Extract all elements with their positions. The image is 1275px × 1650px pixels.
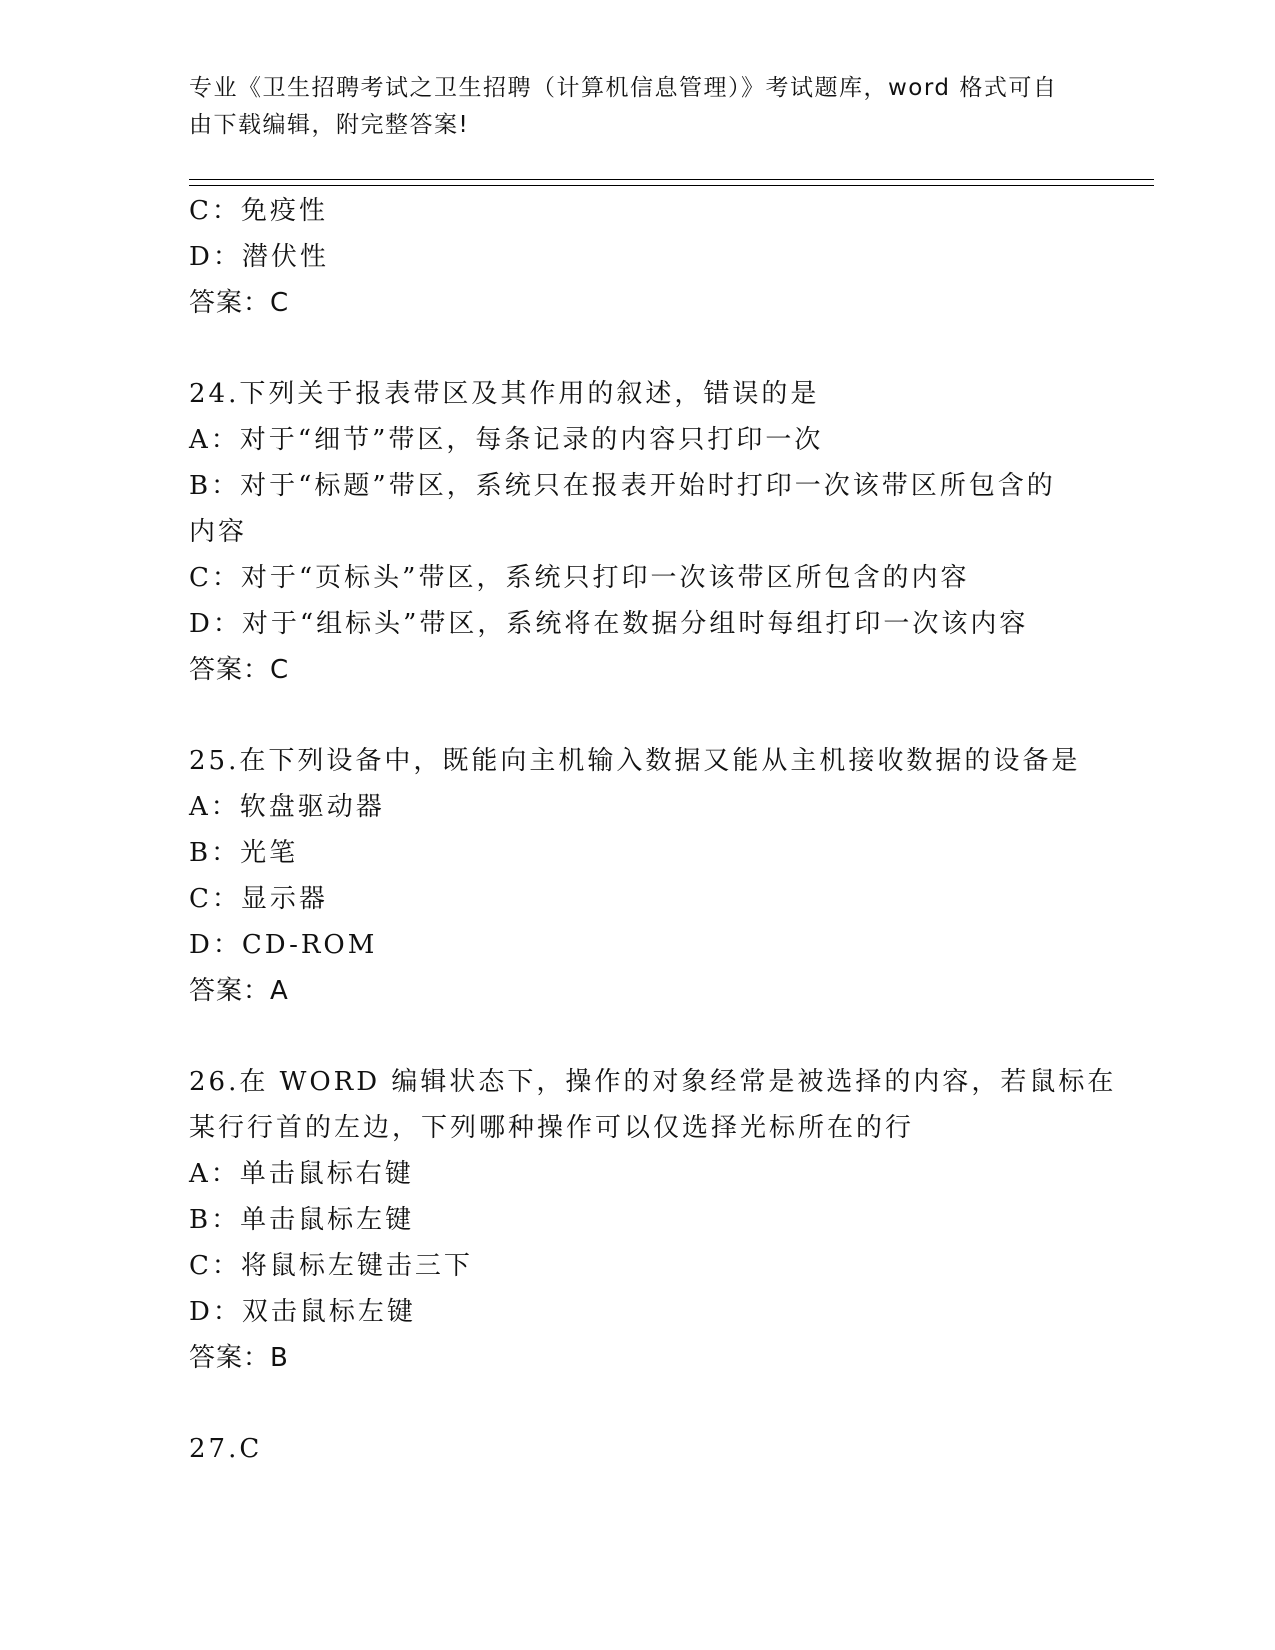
option-b: B：光笔: [189, 838, 299, 868]
document-header: [189, 70, 1089, 144]
option-d: D：对于“组标头”带区，系统将在数据分组时每组打印一次该内容: [189, 609, 1029, 639]
header-line-2: 由下载编辑，附完整答案!: [189, 112, 470, 138]
option-a: A：软盘驱动器: [189, 792, 385, 822]
question-25: [189, 738, 1089, 1014]
option-c: C：将鼠标左键击三下: [189, 1251, 473, 1281]
question-list: [189, 188, 1117, 1472]
option-c: C：对于“页标头”带区，系统只打印一次该带区所包含的内容: [189, 563, 970, 593]
question-text: 24.下列关于报表带区及其作用的叙述，错误的是: [189, 379, 820, 409]
option-b-continued: 内容: [189, 517, 248, 547]
header-line-1: 专业《卫生招聘考试之卫生招聘（计算机信息管理）》考试题库，word 格式可自: [189, 75, 1058, 101]
question-24: [189, 371, 1089, 693]
question-spacer: [189, 1014, 1089, 1059]
option-c: C：免疫性: [189, 196, 328, 226]
option-b: B：单击鼠标左键: [189, 1205, 415, 1235]
option-d: D：潜伏性: [189, 242, 329, 272]
answer-line: 答案：B: [189, 1343, 289, 1373]
question-text: 27.C: [189, 1434, 263, 1464]
question-23-partial: [189, 188, 1089, 326]
question-text-continued: 某行行首的左边，下列哪种操作可以仅选择光标所在的行: [189, 1113, 915, 1143]
option-c: C：显示器: [189, 884, 328, 914]
option-a: A：单击鼠标右键: [189, 1159, 414, 1189]
option-d: D：双击鼠标左键: [189, 1297, 416, 1327]
answer-line: 答案：A: [189, 976, 289, 1006]
header-divider-bottom: [189, 185, 1154, 186]
question-27-partial: [189, 1426, 1089, 1472]
question-spacer: [189, 1381, 1089, 1426]
header-divider-top: [189, 179, 1154, 180]
question-text: 25.在下列设备中，既能向主机输入数据又能从主机接收数据的设备是: [189, 746, 1081, 776]
question-spacer: [189, 326, 1089, 371]
option-d: D：CD-ROM: [189, 930, 378, 960]
option-a: A：对于“细节”带区，每条记录的内容只打印一次: [189, 425, 824, 455]
question-26: [189, 1059, 1117, 1381]
option-b: B：对于“标题”带区，系统只在报表开始时打印一次该带区所包含的: [189, 471, 1056, 501]
answer-line: 答案：C: [189, 655, 290, 685]
question-text: 26.在 WORD 编辑状态下，操作的对象经常是被选择的内容，若鼠标在: [189, 1067, 1117, 1097]
question-spacer: [189, 693, 1089, 738]
answer-line: 答案：C: [189, 288, 290, 318]
